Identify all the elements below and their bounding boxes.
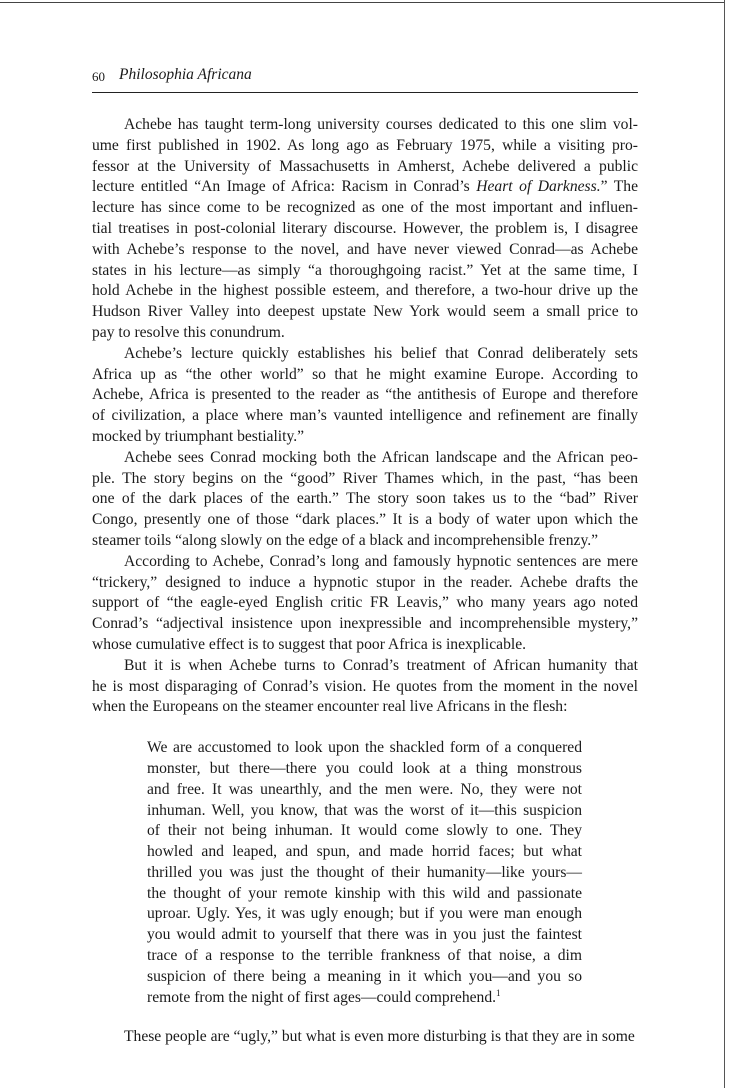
footnote-marker: 1: [496, 987, 501, 998]
paragraphs: [92, 115, 638, 718]
text-line: Achebe sees Conrad mocking both the African landscape and the African peo-: [124, 448, 638, 466]
text-line: ple. The story begins on the “good” River Thames which, in the past, “has been: [92, 469, 638, 487]
text-line: he is most disparaging of Conrad’s vision. He quotes from the moment in the novel: [92, 677, 638, 695]
text-line: whose cumulative effect is to suggest that poor Africa is inexplicable.: [92, 635, 527, 653]
paragraph: [92, 344, 638, 448]
text-run: remote from the night of first ages—could comprehend.: [147, 988, 497, 1006]
quote-line: of their not being inhuman. It would come slowly to one. They: [147, 822, 582, 840]
text-line: Congo, presently one of those “dark places.” It is a body of water upon which the: [92, 511, 638, 529]
text-run: lecture entitled “An Image of Africa: Racism in Conrad’s: [92, 178, 477, 196]
quote-line: and free. It was unearthly, and the men were. No, they were not: [147, 780, 582, 798]
text-line: [92, 177, 638, 198]
text-line: lecture has since come to be recognized as one of the most important and influen-: [92, 199, 638, 217]
running-header: [92, 66, 638, 90]
closing-line: These people are “ugly,” but what is even more disturbing is that they are in some: [124, 1028, 635, 1046]
quote-line: thrilled you was just the thought of their humanity—like yours—: [147, 863, 582, 881]
text-line: tial treatises in post-colonial literary discourse. However, the problem is, I disagree: [92, 219, 638, 237]
text-line: Achebe, Africa is presented to the reader as “the antithesis of Europe and therefore: [92, 386, 638, 404]
page-number: 60: [92, 69, 105, 84]
book-title: Heart of Darkness.: [476, 178, 601, 196]
text-line: mocked by triumphant bestiality.”: [92, 427, 305, 445]
text-line: ume first published in 1902. As long ago as February 1975, while a visiting pro-: [92, 136, 638, 154]
quote-line: trace of a response to the terrible frankness of that noise, a dim: [147, 947, 582, 965]
quote-line: monster, but there—there you could look at a thing monstrous: [147, 759, 582, 777]
text-line: with Achebe’s response to the novel, and have never viewed Conrad—as Achebe: [92, 240, 638, 258]
text-line: one of the dark places of the earth.” The story soon takes us to the “bad” River: [92, 490, 638, 508]
text-line: when the Europeans on the steamer encounter real live Africans in the flesh:: [92, 698, 568, 716]
text-line: Achebe’s lecture quickly establishes his belief that Conrad deliberately sets: [124, 344, 638, 362]
page-right-edge: [724, 0, 725, 1088]
quote-line: howled and leaped, and spun, and made horrid faces; but what: [147, 843, 582, 861]
spacer: [92, 718, 638, 738]
quote-line: the thought of your remote kinship with this wild and passionate: [147, 884, 582, 902]
text-line: fessor at the University of Massachusetts in Amherst, Achebe delivered a public: [92, 157, 638, 175]
page-top-edge: [0, 2, 724, 3]
quote-line: [92, 988, 638, 1009]
quote-line: you would admit to yourself that there was in you just the faintest: [147, 926, 582, 944]
text-line: Africa up as “the other world” so that he might examine Europe. According to: [92, 365, 638, 383]
text-line: pay to resolve this conundrum.: [92, 323, 285, 341]
text-line: Achebe has taught term-long university courses dedicated to this one slim vol-: [124, 116, 638, 133]
spacer: [92, 1008, 638, 1027]
paragraph: [92, 115, 638, 344]
text-line: support of “the eagle-eyed English critic FR Leavis,” who many years ago noted: [92, 594, 638, 612]
quote-line: suspicion of there being a meaning in it which you—and you so: [147, 967, 582, 985]
text-run: ” The: [600, 178, 638, 196]
block-quote: [92, 738, 638, 1008]
body-text: [92, 115, 638, 1048]
header-rule: [92, 92, 638, 93]
text-line: of civilization, a place where man’s vaunted intelligence and refinement are finally: [92, 407, 638, 425]
running-title: Philosophia Africana: [119, 66, 252, 83]
quote-line: uproar. Ugly. Yes, it was ugly enough; but if you were man enough: [147, 905, 582, 923]
quote-line: inhuman. Well, you know, that was the worst of it—this suspicion: [147, 801, 582, 819]
text-line: “trickery,” designed to induce a hypnotic stupor in the reader. Achebe drafts the: [92, 573, 638, 591]
text-line: steamer toils “along slowly on the edge of a black and incomprehensible frenzy.”: [92, 531, 599, 549]
quote-line: We are accustomed to look upon the shackled form of a conquered: [147, 739, 582, 757]
text-line: Conrad’s “adjectival insistence upon inexpressible and incomprehensible mystery,”: [92, 615, 638, 633]
text-line: Hudson River Valley into deepest upstate New York would seem a small price to: [92, 303, 638, 321]
paragraph: [92, 552, 638, 656]
text-line: According to Achebe, Conrad’s long and famously hypnotic sentences are mere: [124, 552, 638, 570]
text-line: states in his lecture—as simply “a thoroughgoing racist.” Yet at the same time, I: [92, 261, 638, 279]
text-line: But it is when Achebe turns to Conrad’s treatment of African humanity that: [124, 656, 638, 674]
paragraph: [92, 656, 638, 718]
text-line: hold Achebe in the highest possible esteem, and therefore, a two-hour drive up the: [92, 282, 638, 300]
paragraph: [92, 448, 638, 552]
